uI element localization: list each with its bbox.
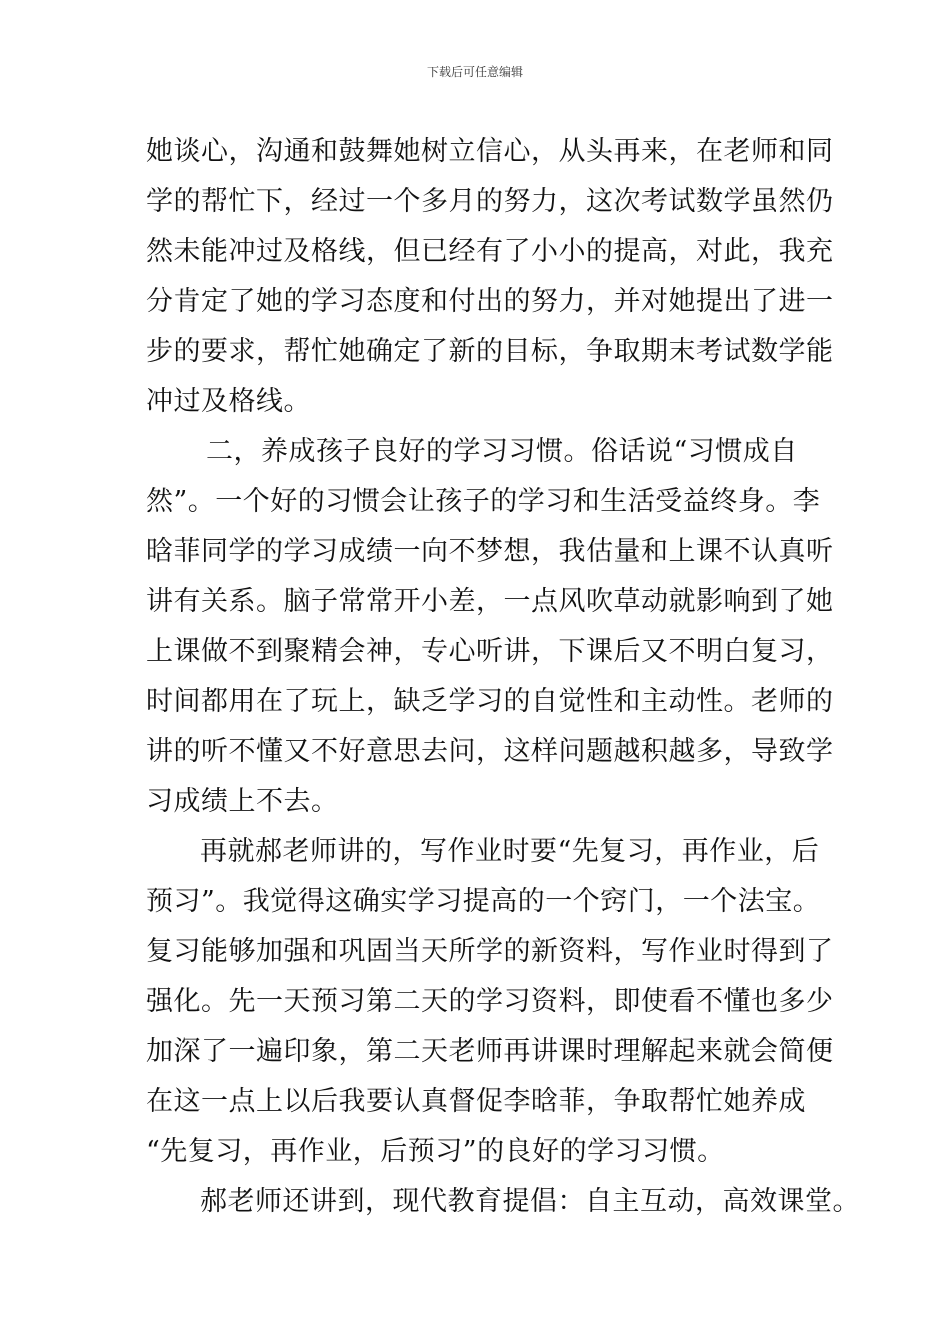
paragraph-start-line: 郝老师还讲到，现代教育提倡：自主互动，高效课堂。 [200,1186,860,1217]
text-line: 习成绩上不去。 [146,786,339,817]
text-line: 复习能够加强和巩固当天所学的新资料，写作业时得到了 [146,936,834,967]
text-line: 加深了一遍印象，第二天老师再讲课时理解起来就会简便 [146,1036,834,1067]
text-line: 然”。一个好的习惯会让孩子的学习和生活受益终身。李 [146,486,821,517]
text-line: 讲有关系。脑子常常开小差，一点风吹草动就影响到了她 [146,586,834,617]
text-line: 分肯定了她的学习态度和付出的努力，并对她提出了进一 [146,286,834,317]
text-line: 学的帮忙下，经过一个多月的努力，这次考试数学虽然仍 [146,186,834,217]
document-body [146,127,860,1227]
text-line: 预习”。我觉得这确实学习提高的一个窍门，一个法宝。 [146,886,821,917]
paragraph-start-line: 再就郝老师讲的，写作业时要“先复习，再作业，后 [200,836,820,867]
text-line: 步的要求，帮忙她确定了新的目标，争取期末考试数学能 [146,336,834,367]
text-line: 讲的听不懂又不好意思去问，这样问题越积越多，导致学 [146,736,834,767]
text-line: 她谈心，沟通和鼓舞她树立信心，从头再来，在老师和同 [146,136,834,167]
text-line: 时间都用在了玩上，缺乏学习的自觉性和主动性。老师的 [146,686,834,717]
text-line: 然未能冲过及格线，但已经有了小小的提高，对此，我充 [146,236,834,267]
text-line: 上课做不到聚精会神，专心听讲，下课后又不明白复习， [146,636,834,667]
paragraph-start-line: 二，养成孩子良好的学习习惯。俗话说“习惯成自 [206,436,798,467]
text-line: 晗菲同学的学习成绩一向不梦想，我估量和上课不认真听 [146,536,834,567]
text-line: “先复习，再作业，后预习”的良好的学习习惯。 [146,1136,725,1167]
text-line: 强化。先一天预习第二天的学习资料，即使看不懂也多少 [146,986,834,1017]
text-line: 在这一点上以后我要认真督促李晗菲，争取帮忙她养成 [146,1086,806,1117]
text-line: 冲过及格线。 [146,386,311,417]
page-header: 下载后可任意编辑 [426,65,523,79]
